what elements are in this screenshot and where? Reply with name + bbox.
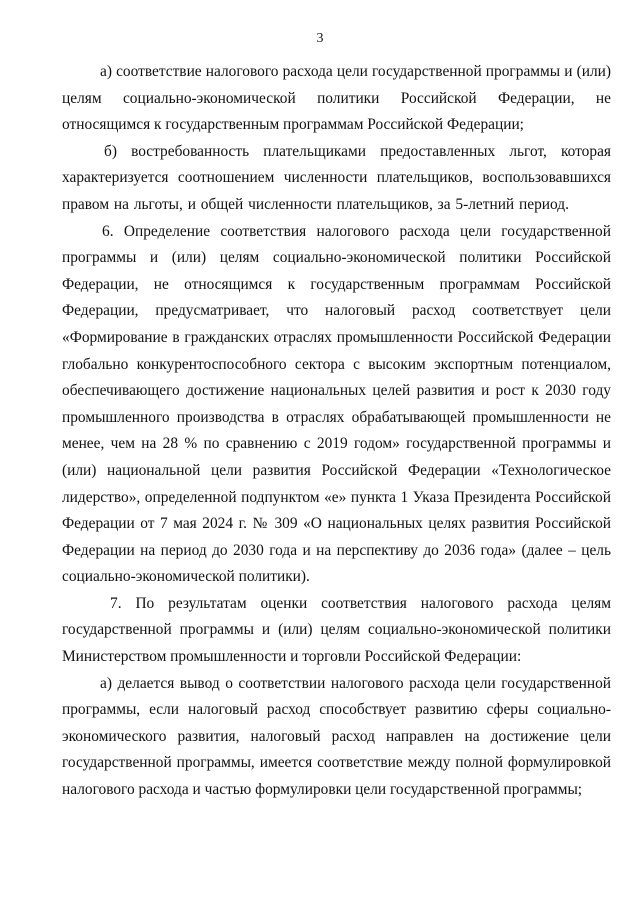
paragraph-7-assessment-results: 7. По результатам оценки соответствия налогового расхода целям государственной программы и (или) целям социально-экономической политики Министерством промышленности и торговли Российской Федерации: <box>62 594 611 666</box>
paragraph-b-benefit-demand: б) востребованность плательщиками предоставленных льгот, которая характеризуется соотношением численности плательщиков, воспользовавшихся правом на льготы, и общей численности плательщиков, за 5-летний период. <box>62 142 611 213</box>
page-number: 3 <box>316 31 324 46</box>
document-body <box>62 59 611 804</box>
paragraph-a-goal-compliance: а) соответствие налогового расхода цели государственной программы и (или) целям социально-экономической политики Российской Федерации, не относящимся к государственным программам Российской Федерации; <box>62 63 611 134</box>
paragraph-6-compliance-definition: 6. Определение соответствия налогового расхода цели государственной программы и (или) целям социально-экономической политики Российской Федерации, не относящимся к государственным программам Российской Федерации, предусматривает, что налоговый расход соответствует цели «Формирование в гражданских отраслях промышленности Российской Федерации глобально конкурентоспособного сектора с высоким экспортным потенциалом, обеспечивающего достижение национальных целей развития и рост к 2030 году промышленного производства в отраслях обрабатывающей промышленности не менее, чем на 28 % по сравнению с 2019 годом» государственной программы и (или) национальной цели развития Российской Федерации «Технологическое лидерство», определенной подпунктом «е» пункта 1 Указа Президента Российской Федерации от 7 мая 2024 г. № 309 «О национальных целях развития Российской Федерации на период до 2030 года и на перспективу до 2036 года» (далее – цель социально-экономической политики). <box>62 222 611 586</box>
paragraph-7a-conclusion: а) делается вывод о соответствии налогового расхода цели государственной программы, если налоговый расход способствует развитию сферы социально-экономического развития, налоговый расход направлен на достижение цели государственной программы, имеется соответствие между полной формулировкой налогового расхода и частью формулировки цели государственной программы; <box>62 674 611 799</box>
